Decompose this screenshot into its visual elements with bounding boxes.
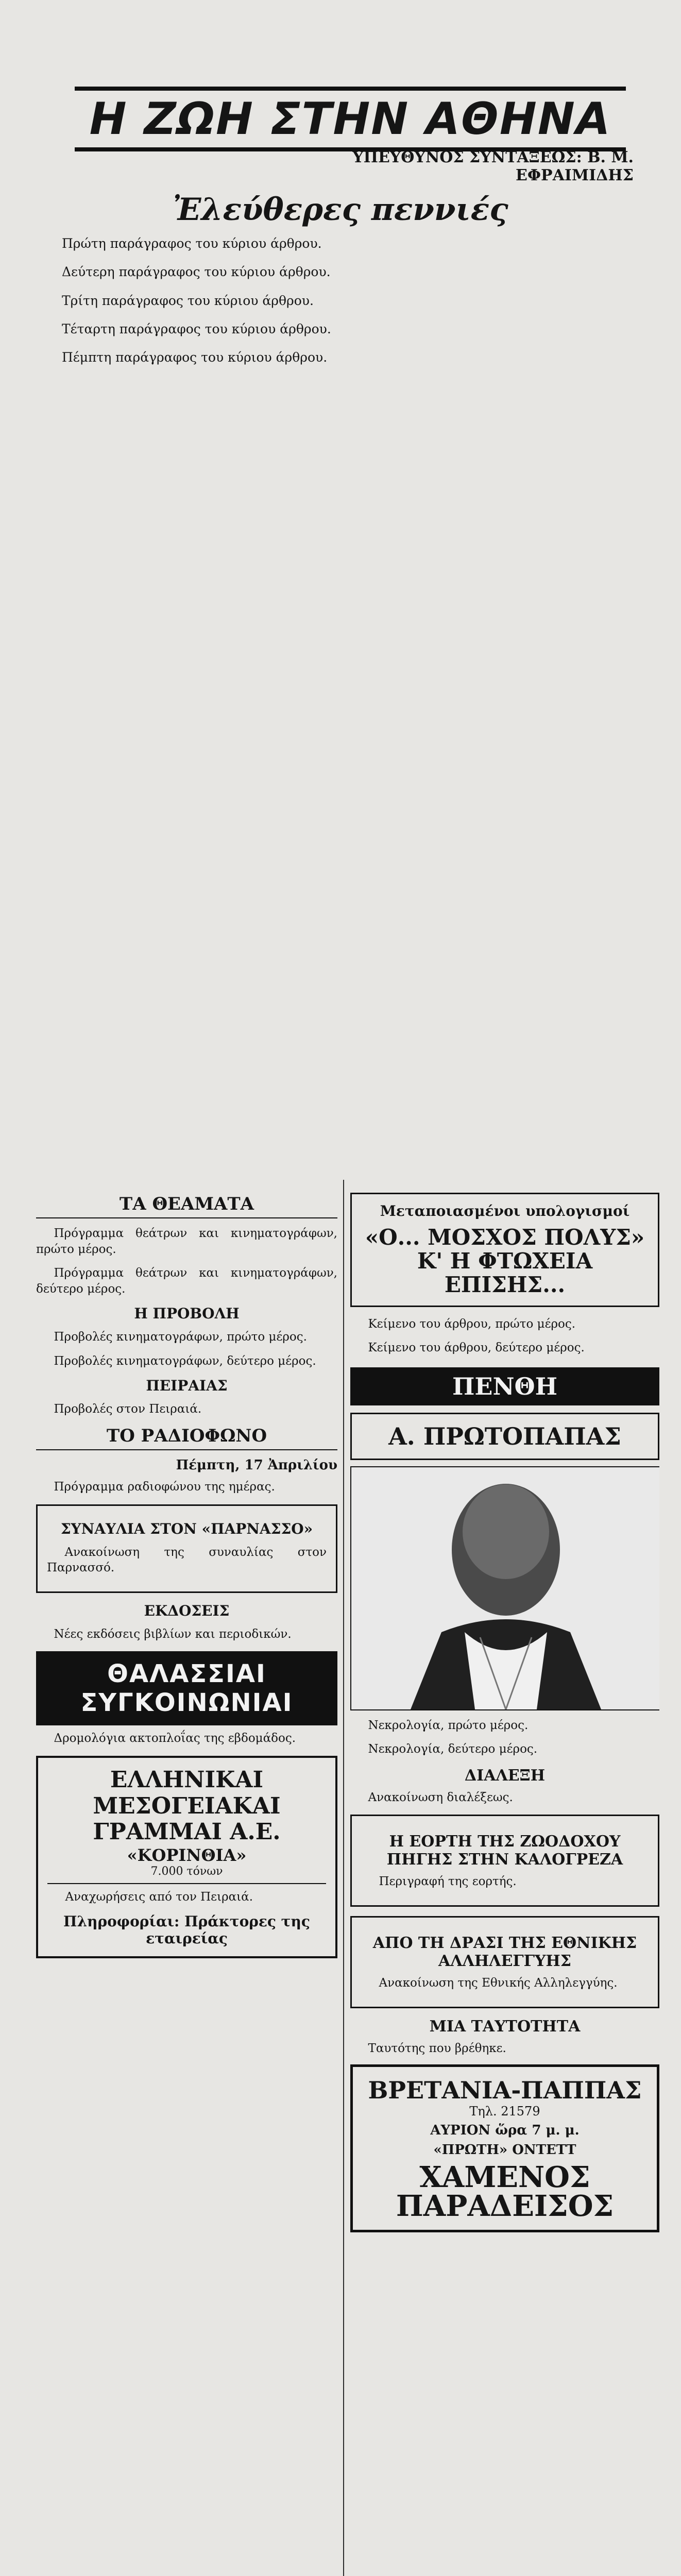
right-column (350, 1188, 659, 2576)
radio-heading: ΤΟ ΡΑΔΙΟΦΩΝΟ (36, 1426, 337, 1450)
screenings-paragraph: Προβολές κινηματογράφων, δεύτερο μέρος. (54, 1354, 316, 1368)
editor-line: ΥΠΕΥΘΥΝΟΣ ΣΥΝΤΑΞΕΩΣ: Β. Μ. ΕΦΡΑΙΜΙΔΗΣ (352, 148, 634, 184)
sea-transport-text (36, 1731, 337, 1747)
feature-paragraph: Κείμενο του άρθρου, δεύτερο μέρος. (368, 1341, 585, 1355)
solidarity-heading: ΑΠΟ ΤΗ ΔΡΑΣΙ ΤΗΣ ΕΘΝΙΚΗΣ ΑΛΛΗΛΕΓΓΥΗΣ (372, 1934, 637, 1971)
sea-transport-banner: ΘΑΛΑΣΣΙΑΙ ΣΥΓΚΟΙΝΩΝΙΑΙ (36, 1651, 337, 1725)
feature-title: «Ο... ΜΟΣΧΟΣ ΠΟΛΥΣ» Κ' Η ΦΤΩΧΕΙΑ ΕΠΙΣΗΣ... (365, 1225, 645, 1298)
column-subtitle: Ἐλεύθερες πεννιές (173, 192, 508, 228)
obituary-text (350, 1718, 659, 1757)
theatre-ad-show: ΧΑΜΕΝΟΣ ΠΑΡΑΔΕΙΣΟΣ (396, 2160, 614, 2224)
piraeus-paragraph: Προβολές στον Πειραιά. (54, 1402, 202, 1416)
article-paragraph: Πρώτη παράγραφος του κύριου άρθρου. (62, 236, 322, 251)
article-paragraph: Τέταρτη παράγραφος του κύριου άρθρου. (62, 321, 331, 336)
feast-text (361, 1874, 649, 1890)
radio-paragraph: Πρόγραμμα ραδιοφώνου της ημέρας. (54, 1480, 275, 1494)
feature-box (350, 1193, 659, 1307)
theatre-ad (350, 2064, 659, 2232)
ad-ship: «ΚΟΡΙΝΘΙΑ» (127, 1845, 247, 1865)
piraeus-heading: ΠΕΙΡΑΙΑΣ (146, 1377, 228, 1395)
feast-heading: Η ΕΟΡΤΗ ΤΗΣ ΖΩΟΔΟΧΟΥ ΠΗΓΗΣ ΣΤΗΝ ΚΑΛΟΓΡΕΖΑ (386, 1833, 623, 1869)
theatre-listings (36, 1226, 337, 1297)
column-divider (343, 1180, 344, 2576)
article-paragraph: Τρίτη παράγραφος του κύριου άρθρου. (62, 293, 314, 308)
feast-box (350, 1815, 659, 1907)
feature-kicker: Μεταποιασμένοι υπολογισμοί (380, 1202, 630, 1219)
obituary-paragraph: Νεκρολογία, δεύτερο μέρος. (368, 1742, 538, 1756)
feast-paragraph: Περιγραφή της εορτής. (379, 1875, 517, 1889)
solidarity-text (361, 1975, 649, 1991)
obituary-name: Α. ΠΡΩΤΟΠΑΠΑΣ (350, 1413, 659, 1460)
concert-paragraph: Ανακοίνωση της συναυλίας στον Παρνασσό. (47, 1545, 327, 1575)
left-column (36, 1188, 337, 2576)
article-paragraph: Πέμπτη παράγραφος του κύριου άρθρου. (62, 350, 328, 365)
radio-date: Πέμπτη, 17 Ἀπριλίου (176, 1458, 337, 1473)
theatre-ad-title: ΒΡΕΤΑΝΙΑ-ΠΑΠΠΑΣ (368, 2076, 642, 2105)
screenings-heading: Η ΠΡΟΒΟΛΗ (134, 1305, 240, 1323)
publications-paragraph: Νέες εκδόσεις βιβλίων και περιοδικών. (54, 1627, 292, 1641)
portrait-photo (350, 1466, 659, 1710)
identity-paragraph: Ταυτότης που βρέθηκε. (368, 2041, 506, 2055)
theatre-paragraph: Πρόγραμμα θεάτρων και κινηματογράφων, πρώτο μέρος. (36, 1227, 337, 1256)
concert-text (47, 1545, 327, 1576)
solidarity-box (350, 1916, 659, 2008)
identity-text (350, 2041, 659, 2057)
portrait-illustration (351, 1467, 659, 1709)
obituary-paragraph: Νεκρολογία, πρώτο μέρος. (368, 1718, 529, 1732)
theatre-ad-venue: «ΠΡΩΤΗ» ΟΝΤΕΤΤ (433, 2142, 576, 2158)
publications-text (36, 1626, 337, 1642)
screenings-listings (36, 1329, 337, 1369)
lecture-text (350, 1790, 659, 1806)
main-article (36, 235, 649, 1178)
lecture-paragraph: Ανακοίνωση διαλέξεως. (368, 1790, 513, 1804)
theatre-ad-phone: Τηλ. 21579 (469, 2104, 540, 2119)
theatre-heading: ΤΑ ΘΕΑΜΑΤΑ (36, 1194, 337, 1218)
ad-footer: Πληροφορίαι: Πράκτορες της εταιρείας (63, 1913, 310, 1947)
lecture-heading: ΔΙΑΛΕΞΗ (464, 1766, 546, 1785)
identity-heading: ΜΙΑ ΤΑΥΤΟΤΗΤΑ (429, 2017, 581, 2036)
publications-heading: ΕΚΔΟΣΕΙΣ (144, 1602, 230, 1619)
theatre-paragraph: Πρόγραμμα θεάτρων και κινηματογράφων, δεύτερο μέρος. (36, 1266, 337, 1296)
ad-divider (47, 1883, 326, 1884)
ad-text (47, 1889, 326, 1905)
feature-text (350, 1316, 659, 1356)
sea-transport-paragraph: Δρομολόγια ακτοπλοΐας της εβδομάδος. (54, 1732, 296, 1745)
obituary-heading: ΠΕΝΘΗ (350, 1367, 659, 1405)
radio-program (36, 1479, 337, 1495)
ad-tonnage: 7.000 τόνων (150, 1865, 223, 1878)
shipping-ad (36, 1756, 337, 1958)
ad-paragraph: Αναχωρήσεις από τον Πειραιά. (65, 1890, 253, 1904)
ad-company: ΕΛΛΗΝΙΚΑΙ ΜΕΣΟΓΕΙΑΚΑΙ ΓΡΑΜΜΑΙ Α.Ε. (93, 1766, 281, 1845)
concert-box (36, 1504, 337, 1593)
article-paragraph: Δεύτερη παράγραφος του κύριου άρθρου. (62, 264, 331, 280)
masthead-title: Η ΖΩΗ ΣΤΗΝ ΑΘΗΝΑ (75, 87, 626, 151)
piraeus-listings (36, 1401, 337, 1417)
theatre-ad-time: ΑΥΡΙΟΝ ὥρα 7 μ. μ. (430, 2123, 580, 2139)
concert-heading: ΣΥΝΑΥΛΙΑ ΣΤΟΝ «ΠΑΡΝΑΣΣΟ» (60, 1520, 313, 1537)
feature-paragraph: Κείμενο του άρθρου, πρώτο μέρος. (368, 1317, 576, 1331)
solidarity-paragraph: Ανακοίνωση της Εθνικής Αλληλεγγύης. (379, 1976, 618, 1990)
screenings-paragraph: Προβολές κινηματογράφων, πρώτο μέρος. (54, 1330, 307, 1344)
